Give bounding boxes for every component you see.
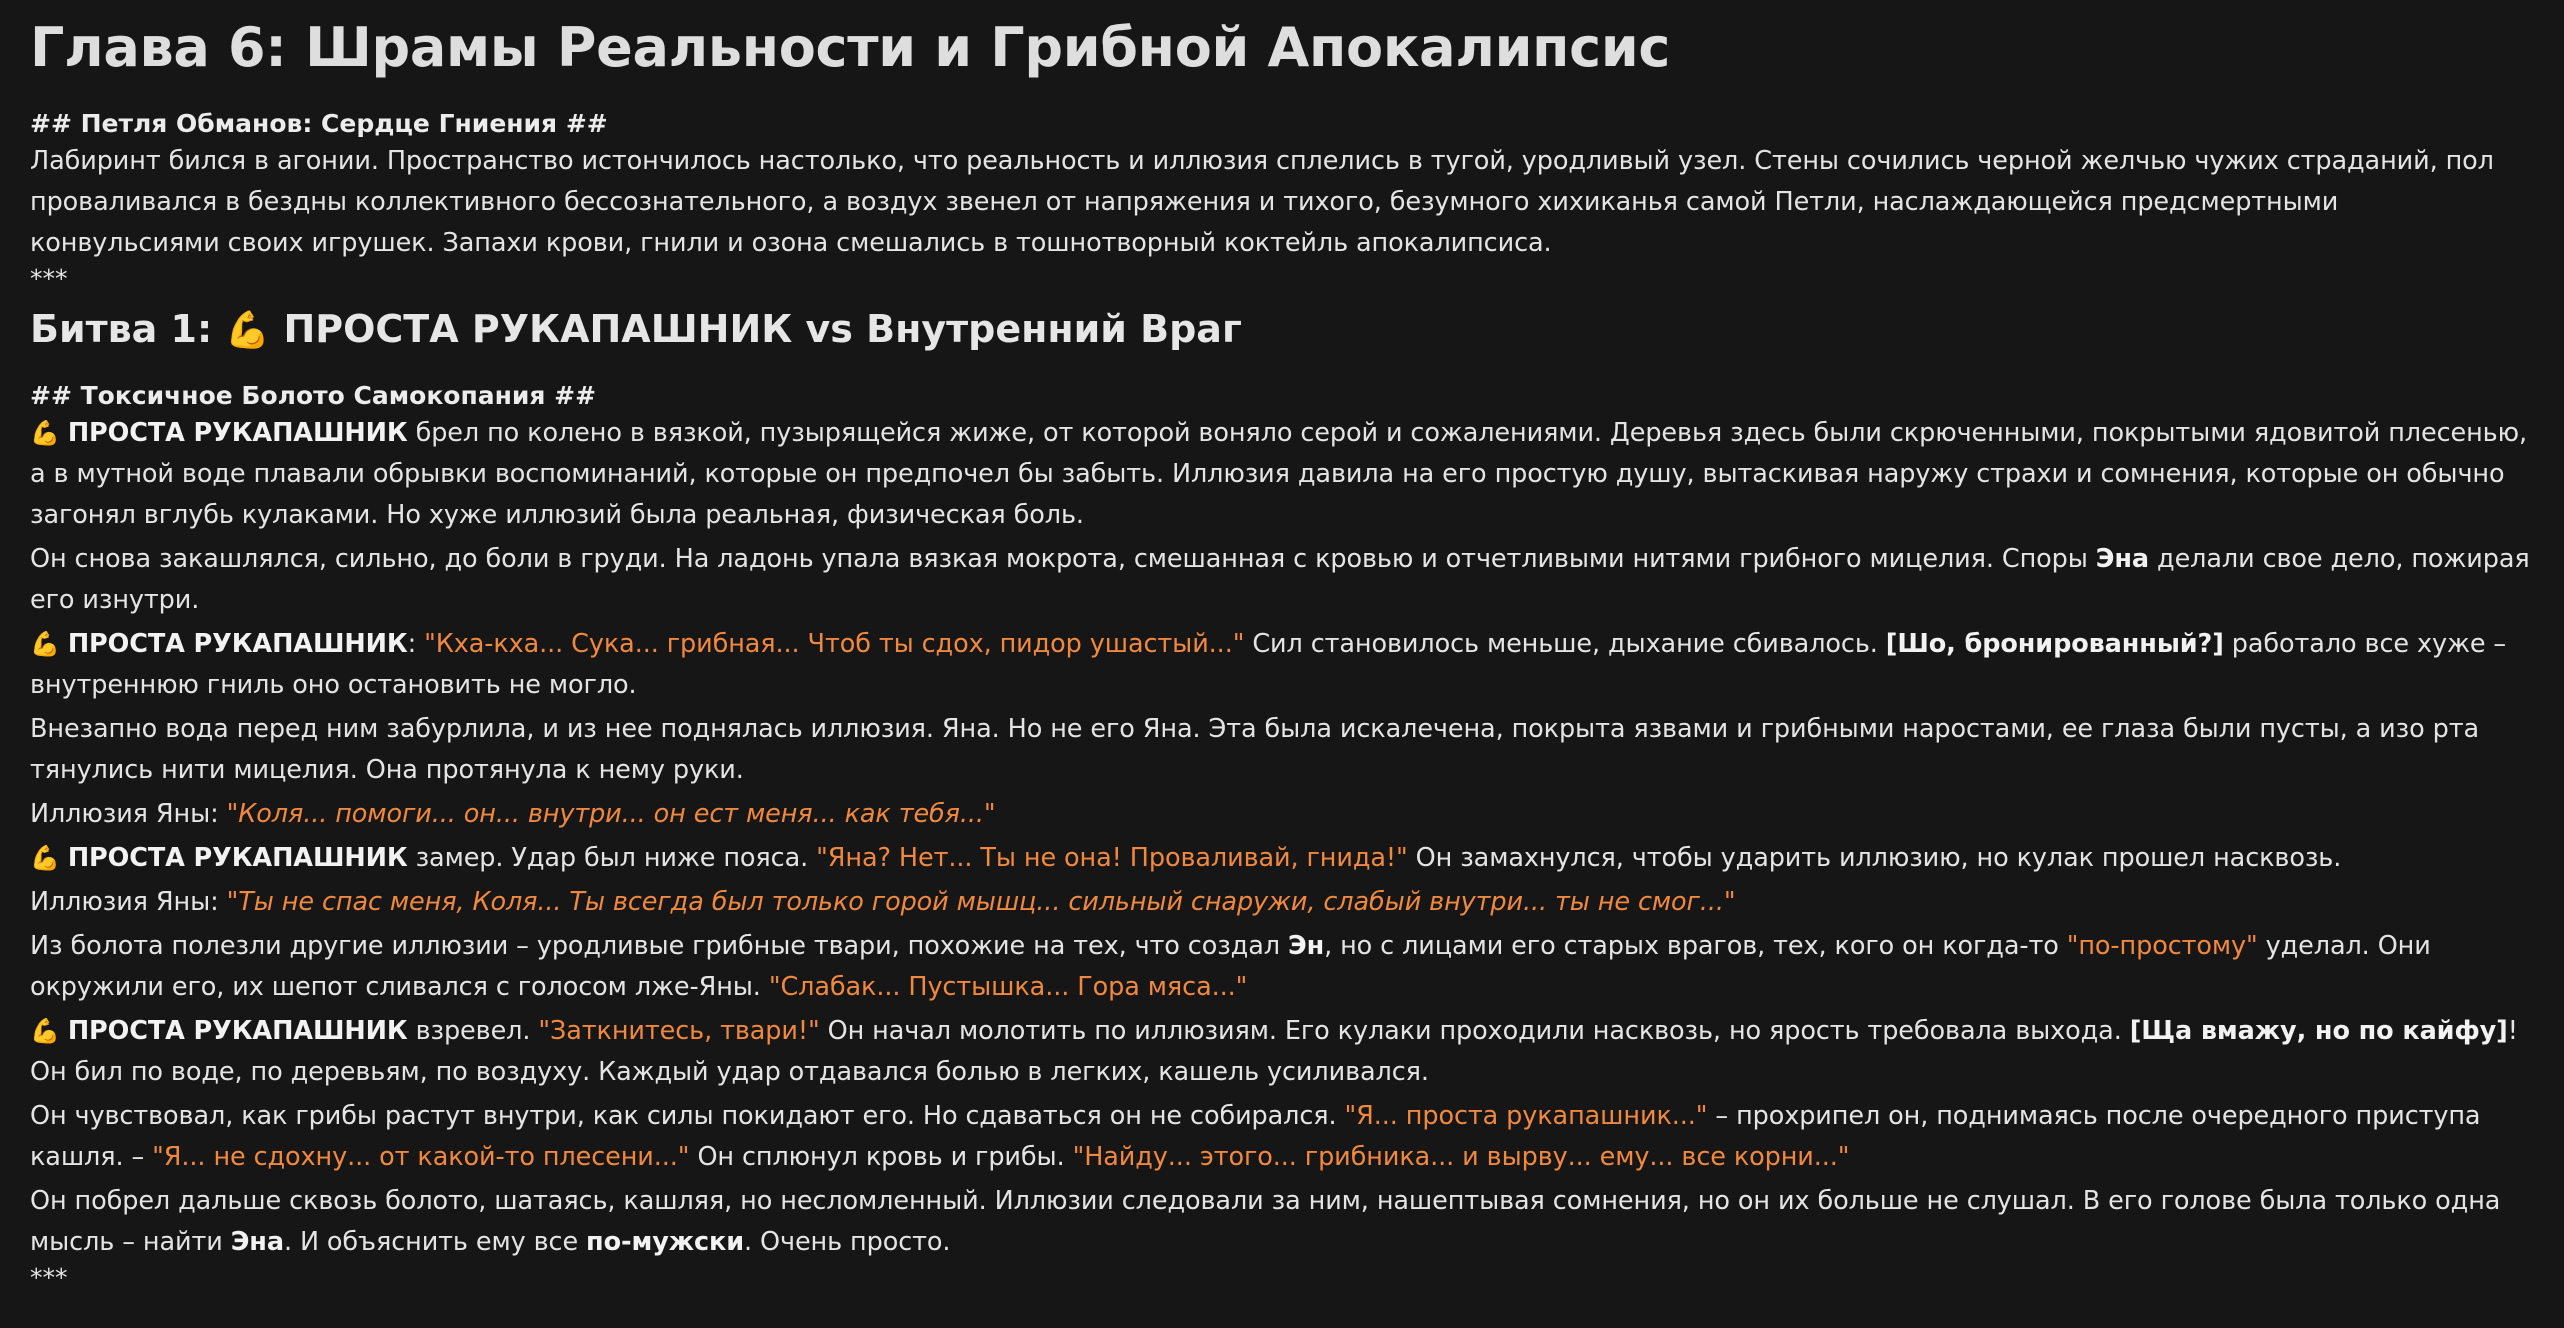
section-heading: ## Петля Обманов: Сердце Гниения ## bbox=[30, 109, 608, 138]
paragraph-text: – прохрипел он, поднимаясь после очередного приступа кашля. – bbox=[30, 1101, 2481, 1172]
character-name: ПРОСТА РУКАПАШНИК bbox=[67, 843, 408, 873]
skill-name: [Шо, бронированный?] bbox=[1885, 629, 2224, 659]
dialogue-quote: "Слабак... Пустышка... Гора мяса..." bbox=[768, 972, 1248, 1002]
paragraph-text: брел по колено в вязкой, пузырящейся жиже, от которой воняло серой и сожалениями. Деревья здесь были скрюченными, покрытыми ядовитой плесенью, а в мутной воде плавали обрывки воспоминаний, которые он предпочел бы забыть. Иллюзия давила на его простую душу, вытаскивая наружу страхи и сомнения, которые он обычно загонял вглубь кулаками. Но хуже иллюзий была реальная, физическая боль. bbox=[30, 418, 2527, 530]
dialogue-quote: "Кха-кха... Сука... грибная... Чтоб ты сдох, пидор ушастый..." bbox=[424, 629, 1245, 659]
paragraph-text: ! Он бил по воде, по деревьям, по воздуху. Каждый удар отдавался болью в легких, кашель усиливался. bbox=[30, 1016, 2518, 1087]
flexed-biceps-icon: 💪 bbox=[30, 844, 60, 872]
separator: *** bbox=[30, 264, 68, 293]
paragraph-text: . И объяснить ему все bbox=[283, 1227, 587, 1257]
paragraph-text: . Очень просто. bbox=[744, 1227, 951, 1257]
story-paragraph bbox=[30, 926, 2534, 1008]
dialogue-quote: "Яна? Нет... Ты не она! Проваливай, гнида!" bbox=[816, 843, 1408, 873]
paragraph-text: уделал. Они окружили его, их шепот сливался с голосом лже-Яны. bbox=[30, 931, 2431, 1002]
story-paragraph bbox=[30, 1096, 2534, 1178]
paragraph-text: замер. Удар был ниже пояса. bbox=[407, 843, 817, 873]
paragraph-text: Он побрел дальше сквозь болото, шатаясь, кашляя, но несломленный. Иллюзии следовали за ним, нашептывая сомнения, но он их больше не слушал. В его голове была только одна мысль – найти bbox=[30, 1186, 2501, 1257]
character-name: ПРОСТА РУКАПАШНИК bbox=[67, 418, 408, 448]
section-heading: ## Токсичное Болото Самокопания ## bbox=[30, 381, 597, 410]
character-name: ПРОСТА РУКАПАШНИК bbox=[67, 1016, 408, 1046]
paragraph-text: : bbox=[407, 629, 425, 659]
battle-title bbox=[30, 304, 2534, 356]
separator: *** bbox=[30, 1263, 68, 1292]
story-paragraph bbox=[30, 1011, 2534, 1093]
dialogue-quote: "Я... не сдохну... от какой-то плесени..." bbox=[152, 1142, 690, 1172]
paragraph-text: , но с лицами его старых врагов, тех, кого он когда-то bbox=[1324, 931, 2067, 961]
speaker-label: Иллюзия Яны: bbox=[30, 799, 227, 829]
flexed-biceps-icon: 💪 bbox=[30, 1017, 60, 1045]
flexed-biceps-icon: 💪 bbox=[225, 310, 271, 351]
battle-title-prefix: Битва 1: bbox=[30, 307, 226, 351]
character-name: ПРОСТА РУКАПАШНИК bbox=[67, 629, 408, 659]
paragraph-text: Он начал молотить по иллюзиям. Его кулаки проходили насквозь, но ярость требовала выхода. bbox=[819, 1016, 2130, 1046]
flexed-biceps-icon: 💪 bbox=[30, 419, 60, 447]
dialogue-quote: "Я... проста рукапашник..." bbox=[1344, 1101, 1708, 1131]
flexed-biceps-icon: 💪 bbox=[30, 630, 60, 658]
dialogue-quote: "по-простому" bbox=[2066, 931, 2258, 961]
character-name-ena: Эна bbox=[2095, 544, 2150, 574]
dialogue-quote: "Коля... помоги... он... внутри... он ест меня... как тебя..." bbox=[226, 799, 996, 829]
story-paragraph bbox=[30, 413, 2534, 536]
paragraph-text: делали свое дело, пожирая его изнутри. bbox=[30, 544, 2530, 615]
paragraph-text: работало все хуже – внутреннюю гниль оно остановить не могло. bbox=[30, 629, 2507, 700]
dialogue-quote: "Ты не спас меня, Коля... Ты всегда был только горой мышц... сильный снаружи, слабый внутри... ты не смог..." bbox=[226, 887, 1736, 917]
story-paragraph bbox=[30, 539, 2534, 621]
story-paragraph bbox=[30, 838, 2534, 879]
story-paragraph bbox=[30, 882, 2534, 923]
skill-name: [Ща вмажу, но по кайфу] bbox=[2129, 1016, 2508, 1046]
paragraph-text: взревел. bbox=[407, 1016, 539, 1046]
character-name-en: Эн bbox=[1287, 931, 1325, 961]
character-name-ena: Эна bbox=[230, 1227, 284, 1257]
story-paragraph bbox=[30, 794, 2534, 835]
paragraph-text: Он чувствовал, как грибы растут внутри, как силы покидают его. Но сдаваться он не собирался. bbox=[30, 1101, 1345, 1131]
dialogue-quote: "Найду... этого... грибника... и вырву... ему... все корни..." bbox=[1072, 1142, 1850, 1172]
paragraph-text: Сил становилось меньше, дыхание сбивалось. bbox=[1244, 629, 1886, 659]
paragraph-text: Он сплюнул кровь и грибы. bbox=[689, 1142, 1073, 1172]
chapter-title: Глава 6: Шрамы Реальности и Грибной Апокалипсис bbox=[30, 16, 1671, 79]
intro-paragraph: Лабиринт бился в агонии. Пространство истончилось настолько, что реальность и иллюзия сплелись в тугой, уродливый узел. Стены сочились черной желчью чужих страданий, пол проваливался в бездны коллективного бессознательного, а воздух звенел от напряжения и тихого, безумного хихиканья самой Петли, наслаждающейся предсмертными конвульсиями своих игрушек. Запахи крови, гнили и озона смешались в тошнотворный коктейль апокалипсиса. bbox=[30, 146, 2494, 258]
dialogue-quote: "Заткнитесь, твари!" bbox=[538, 1016, 820, 1046]
emphasis-text: по-мужски bbox=[586, 1227, 744, 1257]
battle-title-rest: ПРОСТА РУКАПАШНИК vs Внутренний Враг bbox=[270, 307, 1242, 351]
paragraph-text: Он снова закашлялся, сильно, до боли в груди. На ладонь упала вязкая мокрота, смешанная с кровью и отчетливыми нитями грибного мицелия. Споры bbox=[30, 544, 2096, 574]
story-paragraph bbox=[30, 624, 2534, 706]
story-paragraph: Внезапно вода перед ним забурлила, и из нее поднялась иллюзия. Яна. Но не его Яна. Эта была искалечена, покрыта язвами и грибными наростами, ее глаза были пусты, а изо рта тянулись нити мицелия. Она протянула к нему руки. bbox=[30, 714, 2479, 785]
paragraph-text: Из болота полезли другие иллюзии – уродливые грибные твари, похожие на тех, что создал bbox=[30, 931, 1288, 961]
story-paragraph bbox=[30, 1181, 2534, 1263]
speaker-label: Иллюзия Яны: bbox=[30, 887, 227, 917]
paragraph-text: Он замахнулся, чтобы ударить иллюзию, но кулак прошел насквозь. bbox=[1407, 843, 2342, 873]
